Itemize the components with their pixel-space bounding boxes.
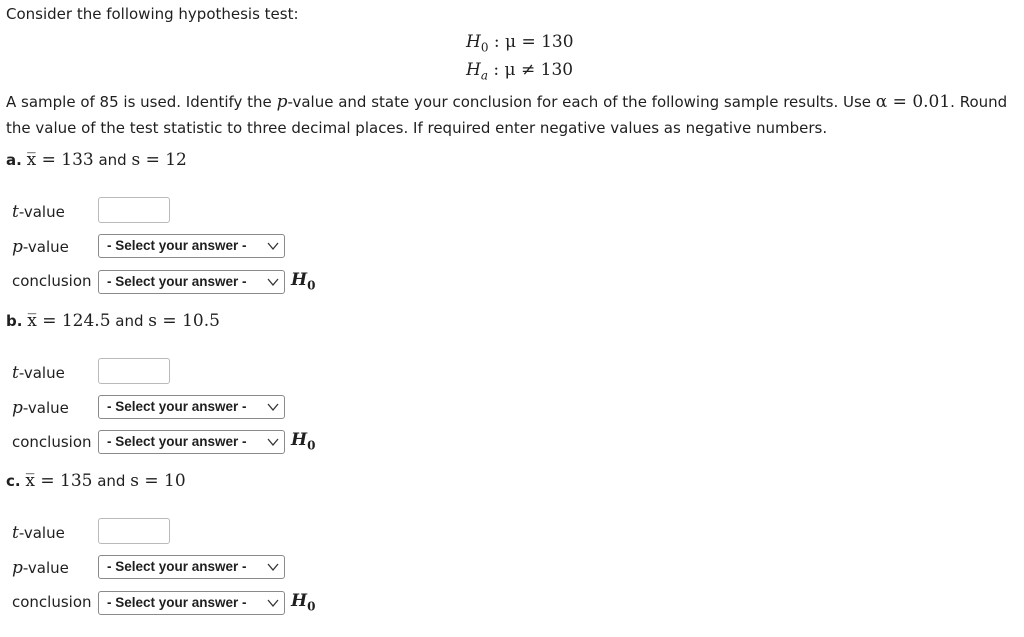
select-text: - Select your answer - (107, 399, 247, 414)
h0-symbol (291, 270, 315, 292)
part-a-header (6, 150, 187, 170)
p-value-label (12, 237, 69, 257)
part-b-conclusion-select[interactable] (98, 430, 285, 454)
sample-std: s = 12 (131, 150, 187, 170)
p-value-label (12, 398, 69, 418)
part-c-conclusion-select[interactable] (98, 591, 285, 615)
conclusion-label: conclusion (12, 433, 92, 451)
instructions-text-a: A sample of 85 is used. Identify the (6, 93, 277, 111)
sample-std: s = 10.5 (148, 311, 220, 331)
t-symbol: t (12, 202, 19, 222)
conclusion-label: conclusion (12, 593, 92, 611)
part-letter: b. (6, 312, 23, 330)
conclusion-label: conclusion (12, 272, 92, 290)
value-suffix: -value (22, 559, 69, 577)
part-letter: a. (6, 151, 22, 169)
p-symbol: p (12, 398, 23, 418)
select-text: - Select your answer - (107, 238, 247, 253)
null-hypothesis-value: 130 (541, 32, 574, 52)
select-text: - Select your answer - (107, 595, 247, 610)
h0-symbol (291, 591, 315, 613)
h0-sub: 0 (307, 599, 316, 614)
instructions-line-1 (6, 92, 1007, 112)
and-word: and (110, 312, 149, 330)
chevron-down-icon (267, 277, 279, 287)
value-suffix: -value (18, 203, 65, 221)
t-symbol: t (12, 523, 19, 543)
value-suffix: -value (22, 238, 69, 256)
select-text: - Select your answer - (107, 434, 247, 449)
part-letter: c. (6, 472, 21, 490)
h0-letter: H (291, 591, 308, 611)
h0-symbol (291, 430, 315, 452)
h0-sub: 0 (307, 278, 316, 293)
chevron-down-icon (267, 598, 279, 608)
chevron-down-icon (267, 241, 279, 251)
sample-mean: x̅ = 135 (25, 471, 93, 491)
part-a-conclusion-select[interactable] (98, 270, 285, 294)
select-text: - Select your answer - (107, 274, 247, 289)
instructions-text-b: -value and state your conclusion for each of the following sample results. Use (287, 93, 876, 111)
select-text: - Select your answer - (107, 559, 247, 574)
chevron-down-icon (267, 402, 279, 412)
alt-hypothesis-relation: : μ ≠ (487, 60, 541, 80)
p-symbol: p (12, 558, 23, 578)
part-a-p-value-select[interactable] (98, 234, 285, 258)
sample-std: s = 10 (130, 471, 186, 491)
t-symbol: t (12, 363, 19, 383)
part-b-t-value-input[interactable] (98, 358, 170, 384)
part-c-t-value-input[interactable] (98, 518, 170, 544)
value-suffix: -value (22, 399, 69, 417)
value-suffix: -value (18, 524, 65, 542)
h0-sub: 0 (307, 438, 316, 453)
null-hypothesis (466, 32, 574, 54)
null-hypothesis-sub: 0 (480, 40, 489, 55)
and-word: and (93, 151, 132, 169)
part-a-t-value-input[interactable] (98, 197, 170, 223)
null-hypothesis-symbol: H (466, 32, 481, 52)
t-value-label (12, 363, 65, 383)
alt-hypothesis-value: 130 (540, 60, 574, 80)
chevron-down-icon (267, 437, 279, 447)
p-value-label (12, 558, 69, 578)
alt-hypothesis-symbol: H (466, 60, 481, 80)
alpha-expression: α = 0.01 (875, 92, 951, 112)
t-value-label (12, 523, 65, 543)
instructions-line-2: the value of the test statistic to three decimal places. If required enter negative values as negative numbers. (6, 119, 828, 137)
problem-intro: Consider the following hypothesis test: (6, 5, 299, 23)
part-b-header (6, 311, 220, 331)
sample-mean: x̅ = 133 (26, 150, 94, 170)
p-symbol: p (12, 237, 23, 257)
h0-letter: H (291, 430, 308, 450)
p-symbol: p (276, 92, 288, 112)
and-word: and (92, 472, 131, 490)
alt-hypothesis-sub: a (480, 68, 488, 83)
alternative-hypothesis (466, 60, 573, 82)
part-c-p-value-select[interactable] (98, 555, 285, 579)
instructions-text-c: . Round (950, 93, 1008, 111)
sample-mean: x̅ = 124.5 (27, 311, 111, 331)
h0-letter: H (291, 270, 308, 290)
part-b-p-value-select[interactable] (98, 395, 285, 419)
value-suffix: -value (18, 364, 65, 382)
null-hypothesis-relation: : μ = (488, 32, 542, 52)
chevron-down-icon (267, 562, 279, 572)
t-value-label (12, 202, 65, 222)
part-c-header (6, 471, 186, 491)
